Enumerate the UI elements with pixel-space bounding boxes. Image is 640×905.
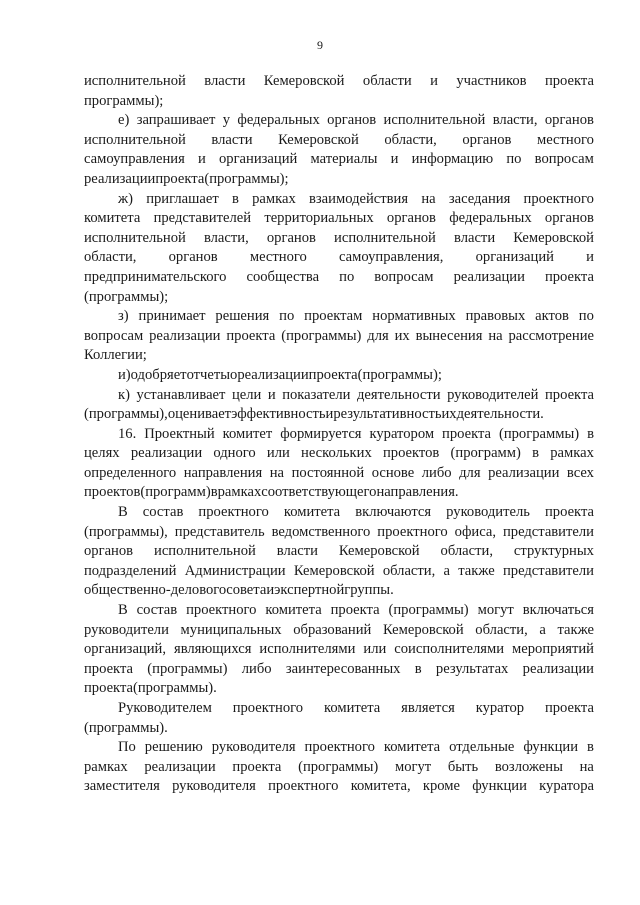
paragraph-p-k — [84, 386, 594, 425]
text-line: проектов (программ) в рамках соответствующего направления. — [84, 484, 459, 501]
page-number: 9 — [317, 38, 323, 52]
paragraph-p-sostav-2 — [84, 601, 594, 699]
text-line: целях реализации одного или нескольких проектов (программ) в рамках — [84, 445, 594, 462]
text-line: предпринимательского сообщества по вопросам реализации проекта — [84, 268, 594, 285]
text-line: (программы), оценивает эффективность и результативность их деятельности. — [84, 406, 544, 423]
text-line: рамках реализации проекта (программы) могут быть возложены на — [84, 758, 594, 775]
text-line: общественно-делового совета и экспертной группы. — [84, 582, 394, 599]
text-line: программы); — [84, 92, 164, 109]
text-line: (программы). — [84, 719, 168, 736]
paragraph-p-reshenie — [84, 738, 594, 797]
text-line: руководители муниципальных образований Кемеровской области, а также — [84, 621, 594, 638]
text-line: проекта (программы) либо заинтересованных в результатах реализации — [84, 660, 594, 677]
text-line: исполнительной власти, органов исполнительной власти Кемеровской — [84, 229, 594, 246]
paragraph-p-e — [84, 111, 594, 189]
text-line: области, органов местного самоуправления, организаций и — [84, 249, 594, 266]
paragraph-p-16 — [84, 425, 594, 503]
text-line: организаций, являющихся исполнителями или соисполнителями мероприятий — [84, 641, 594, 658]
text-line: з) принимает решения по проектам нормативных правовых актов по — [118, 308, 594, 325]
text-line: В состав проектного комитета проекта (программы) могут включаться — [118, 602, 594, 619]
text-line: (программы), представитель ведомственного проектного офиса, представители — [84, 523, 594, 540]
text-line: к) устанавливает цели и показатели деятельности руководителей проекта — [118, 386, 594, 403]
text-line: проекта (программы). — [84, 680, 217, 697]
text-line: Руководителем проектного комитета является куратор проекта — [118, 700, 594, 716]
paragraph-p-continued — [84, 72, 594, 111]
text-line: Коллегии; — [84, 347, 147, 364]
text-line: комитета представителей территориальных органов федеральных органов — [84, 210, 594, 227]
text-line: исполнительной власти Кемеровской области, органов местного — [84, 131, 594, 148]
paragraph-p-i — [84, 366, 594, 386]
paragraph-p-z — [84, 307, 594, 366]
text-line: 16. Проектный комитет формируется куратором проекта (программы) в — [118, 425, 594, 442]
text-line: вопросам реализации проекта (программы) для их вынесения на рассмотрение — [84, 327, 594, 344]
text-line: (программы); — [84, 288, 169, 305]
text-line: реализации проекта (программы); — [84, 170, 289, 187]
text-line: подразделений Администрации Кемеровской области, а также представители — [84, 562, 594, 579]
text-line: е) запрашивает у федеральных органов исполнительной власти, органов — [118, 112, 594, 129]
paragraph-p-sostav — [84, 503, 594, 601]
text-line: заместителя руководителя проектного комитета, кроме функции куратора — [84, 778, 594, 795]
text-line: По решению руководителя проектного комитета отдельные функции в — [118, 739, 594, 756]
text-line: определенного направления на постоянной основе либо для реализации всех — [84, 464, 594, 481]
text-line: В состав проектного комитета включаются руководитель проекта — [118, 504, 594, 521]
paragraph-p-rukovoditel — [84, 699, 594, 738]
text-line: ж) приглашает в рамках взаимодействия на заседания проектного — [118, 190, 594, 207]
document-body — [84, 72, 594, 797]
text-line: самоуправления и организаций материалы и информацию по вопросам — [84, 151, 594, 168]
paragraph-p-zh — [84, 190, 594, 308]
text-line: и) одобряет отчеты о реализации проекта (программы); — [118, 366, 442, 383]
text-line: органов исполнительной власти Кемеровской области, структурных — [84, 543, 594, 560]
text-line: исполнительной власти Кемеровской области и участников проекта — [84, 73, 594, 89]
